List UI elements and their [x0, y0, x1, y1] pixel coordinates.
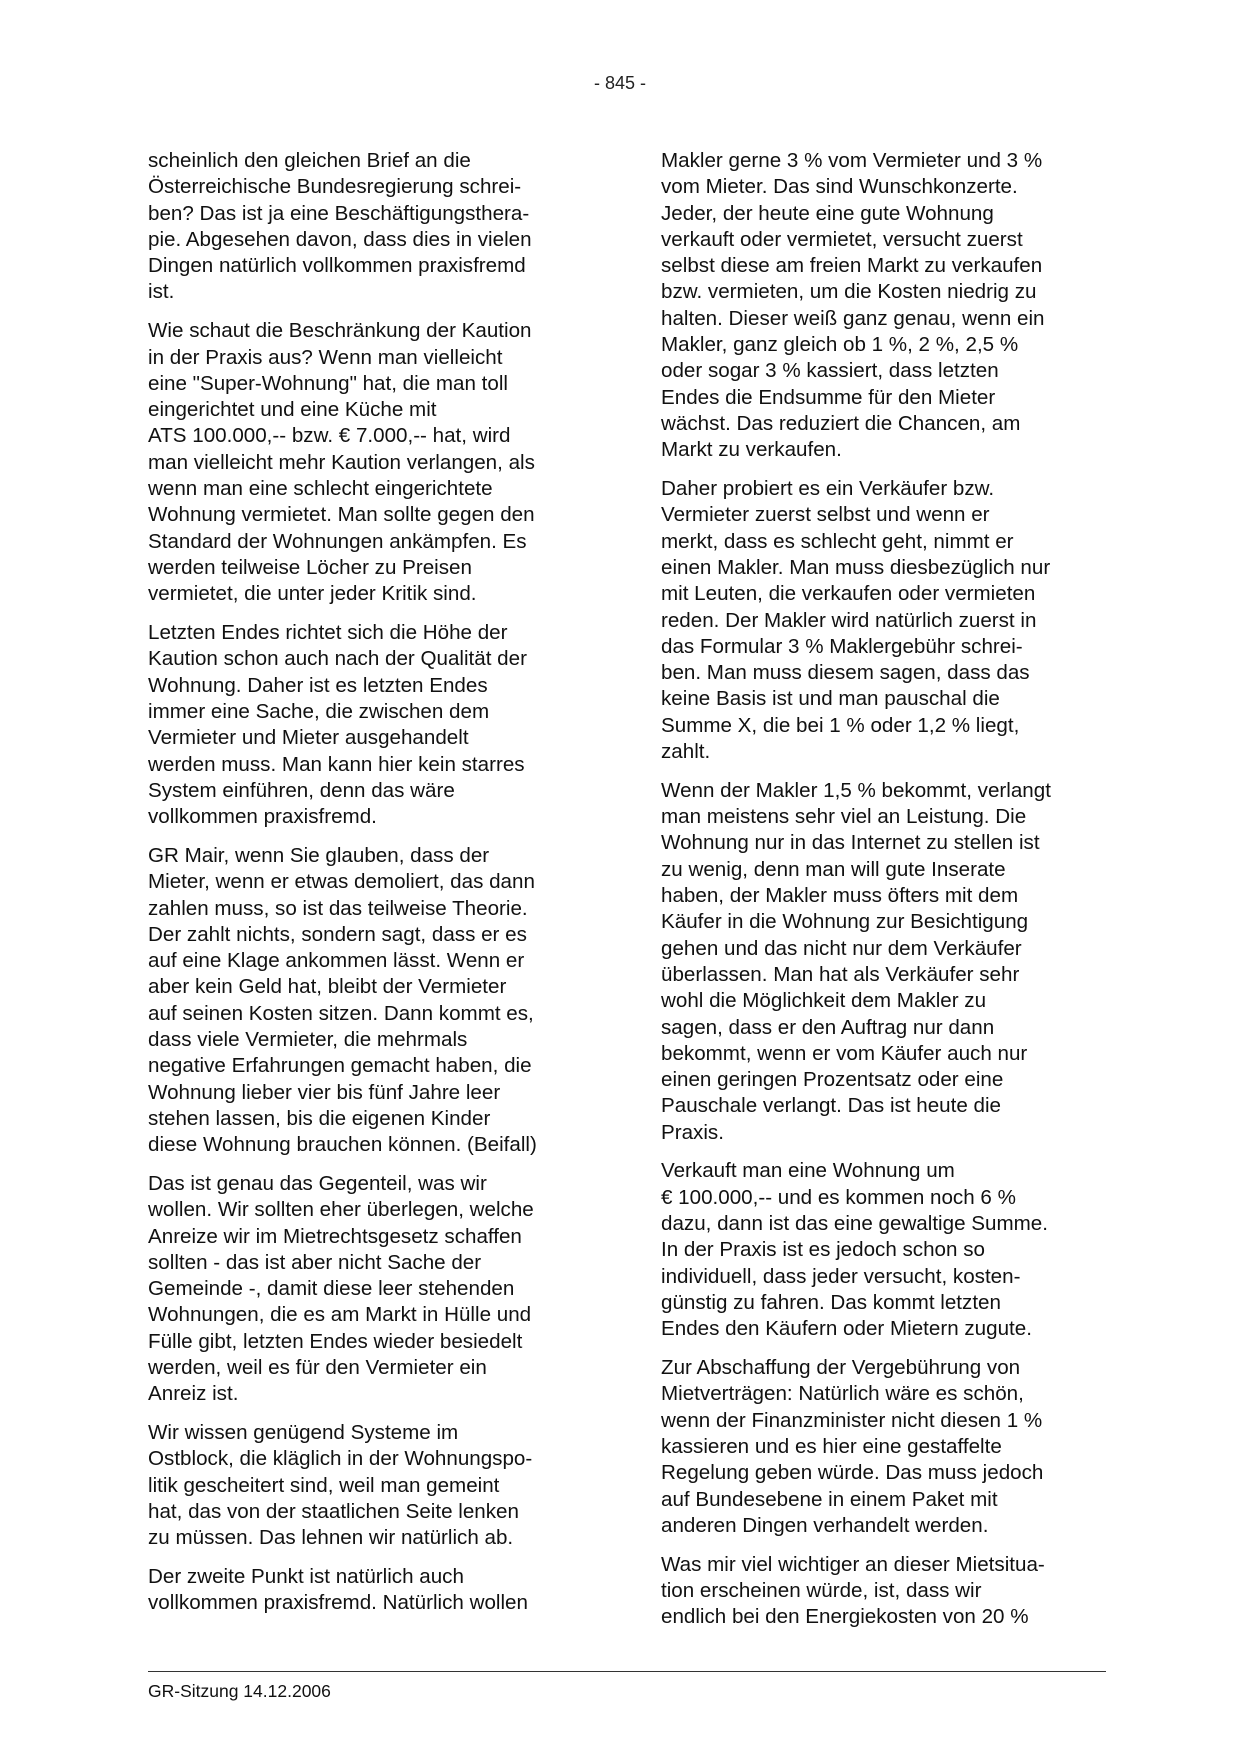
text-line: Pauschale verlangt. Das ist heute die [661, 1094, 1001, 1118]
text-line: eingerichtet und eine Küche mit [148, 398, 437, 422]
text-line: oder sogar 3 % kassiert, dass letzten [661, 359, 999, 383]
footer-divider [148, 1671, 1106, 1672]
text-line: wohl die Möglichkeit dem Makler zu [661, 989, 987, 1013]
text-line: scheinlich den gleichen Brief an die [148, 149, 471, 172]
text-line: € 100.000,-- und es kommen noch 6 % [661, 1185, 1016, 1209]
text-line: werden teilweise Löcher zu Preisen [148, 555, 472, 579]
text-line: tion erscheinen würde, ist, dass wir [661, 1578, 982, 1602]
text-line: zahlen muss, so ist das teilweise Theorie. [148, 896, 528, 920]
paragraph [148, 1171, 588, 1408]
text-line: Endes den Käufern oder Mietern zugute. [661, 1317, 1032, 1341]
text-line: ATS 100.000,-- bzw. € 7.000,-- hat, wird [148, 424, 511, 448]
text-line: Letzten Endes richtet sich die Höhe der [148, 621, 508, 645]
text-line: selbst diese am freien Markt zu verkaufen [661, 254, 1043, 278]
text-line: Wohnung vermietet. Man sollte gegen den [148, 503, 535, 527]
paragraph [661, 1552, 1101, 1631]
text-line: auf eine Klage ankommen lässt. Wenn er [148, 949, 525, 973]
text-line: individuell, dass jeder versucht, kosten- [661, 1264, 1021, 1288]
paragraph [661, 1355, 1101, 1539]
text-line: negative Erfahrungen gemacht haben, die [148, 1054, 532, 1078]
footer-text: GR-Sitzung 14.12.2006 [148, 1681, 331, 1701]
text-line: immer eine Sache, die zwischen dem [148, 699, 490, 723]
text-line: Makler, ganz gleich ob 1 %, 2 %, 2,5 % [661, 333, 1019, 357]
text-line: Wenn der Makler 1,5 % bekommt, verlangt [661, 778, 1051, 802]
text-line: Endes die Endsumme für den Mieter [661, 385, 996, 409]
text-line: Regelung geben würde. Das muss jedoch [661, 1461, 1044, 1485]
text-line: Wohnung lieber vier bis fünf Jahre leer [148, 1080, 501, 1104]
text-line: verkauft oder vermietet, versucht zuerst [661, 227, 1023, 251]
text-line: ben. Man muss diesem sagen, dass das [661, 661, 1030, 685]
text-line: Mieter, wenn er etwas demoliert, das dann [148, 870, 535, 894]
text-line: Fülle gibt, letzten Endes wieder besiedelt [148, 1329, 523, 1353]
text-line: Verkauft man eine Wohnung um [661, 1159, 955, 1183]
left-column [148, 148, 588, 1629]
text-line: Standard der Wohnungen ankämpfen. Es [148, 529, 527, 553]
text-line: merkt, dass es schlecht geht, nimmt er [661, 529, 1014, 553]
text-line: einen Makler. Man muss diesbezüglich nur [661, 555, 1051, 579]
text-line: endlich bei den Energiekosten von 20 % [661, 1605, 1029, 1629]
text-line: hat, das von der staatlichen Seite lenken [148, 1500, 519, 1524]
text-line: vollkommen praxisfremd. Natürlich wollen [148, 1591, 528, 1615]
paragraph [661, 148, 1101, 464]
text-line: diese Wohnung brauchen können. (Beifall) [148, 1133, 537, 1157]
text-line: ist. [148, 280, 175, 304]
paragraph [148, 843, 588, 1159]
text-line: Zur Abschaffung der Vergebührung von [661, 1356, 1021, 1380]
text-line: zahlt. [661, 740, 711, 764]
text-line: dass viele Vermieter, die mehrmals [148, 1028, 468, 1051]
text-line: Daher probiert es ein Verkäufer bzw. [661, 477, 995, 501]
text-line: wenn man eine schlecht eingerichtete [148, 477, 493, 501]
text-line: Der zahlt nichts, sondern sagt, dass er es [148, 922, 527, 946]
text-line: wächst. Das reduziert die Chancen, am [661, 411, 1021, 435]
text-line: Vermieter zuerst selbst und wenn er [661, 503, 990, 527]
text-line: Wie schaut die Beschränkung der Kaution [148, 319, 532, 343]
text-line: in der Praxis aus? Wenn man vielleicht [148, 345, 503, 369]
paragraph [148, 620, 588, 830]
text-line: man meistens sehr viel an Leistung. Die [661, 805, 1027, 829]
text-line: vermietet, die unter jeder Kritik sind. [148, 582, 477, 606]
text-line: Praxis. [661, 1120, 724, 1144]
paragraph [148, 1564, 588, 1617]
text-line: pie. Abgesehen davon, dass dies in vielen [148, 227, 532, 251]
page-number: - 845 - [593, 73, 647, 93]
text-line: halten. Dieser weiß ganz genau, wenn ein [661, 306, 1045, 330]
text-line: auf seinen Kosten sitzen. Dann kommt es, [148, 1001, 534, 1025]
paragraph [661, 778, 1101, 1146]
text-line: litik gescheitert sind, weil man gemeint [148, 1473, 500, 1497]
text-line: werden muss. Man kann hier kein starres [148, 752, 525, 776]
text-line: Mietverträgen: Natürlich wäre es schön, [661, 1382, 1024, 1406]
text-line: kassieren und es hier eine gestaffelte [661, 1434, 1002, 1458]
text-line: Was mir viel wichtiger an dieser Mietsitua- [661, 1552, 1045, 1576]
text-line: Markt zu verkaufen. [661, 438, 842, 462]
text-line: reden. Der Makler wird natürlich zuerst in [661, 608, 1037, 632]
text-line: Dingen natürlich vollkommen praxisfremd [148, 254, 526, 278]
text-line: Der zweite Punkt ist natürlich auch [148, 1565, 464, 1589]
text-line: Jeder, der heute eine gute Wohnung [661, 201, 994, 225]
text-line: anderen Dingen verhandelt werden. [661, 1513, 989, 1537]
text-line: Anreize wir im Mietrechtsgesetz schaffen [148, 1224, 522, 1248]
text-line: sollten - das ist aber nicht Sache der [148, 1250, 482, 1274]
text-line: bekommt, wenn er vom Käufer auch nur [661, 1041, 1028, 1065]
text-line: Gemeinde -, damit diese leer stehenden [148, 1277, 515, 1301]
text-line: günstig zu fahren. Das kommt letzten [661, 1290, 1001, 1314]
text-line: Summe X, die bei 1 % oder 1,2 % liegt, [661, 713, 1020, 737]
text-line: Das ist genau das Gegenteil, was wir [148, 1171, 487, 1195]
text-line: vom Mieter. Das sind Wunschkonzerte. [661, 175, 1018, 199]
text-line: wenn der Finanzminister nicht diesen 1 % [661, 1408, 1043, 1432]
text-line: In der Praxis ist es jedoch schon so [661, 1238, 985, 1262]
text-line: Käufer in die Wohnung zur Besichtigung [661, 910, 1029, 934]
text-line: Wohnung. Daher ist es letzten Endes [148, 673, 488, 697]
text-line: Wohnung nur in das Internet zu stellen ist [661, 831, 1040, 855]
text-line: keine Basis ist und man pauschal die [661, 687, 1000, 711]
paragraph [661, 1158, 1101, 1342]
paragraph [148, 318, 588, 607]
text-line: Vermieter und Mieter ausgehandelt [148, 726, 469, 750]
text-line: Wohnungen, die es am Markt in Hülle und [148, 1303, 532, 1327]
text-line: sagen, dass er den Auftrag nur dann [661, 1015, 995, 1039]
text-line: GR Mair, wenn Sie glauben, dass der [148, 843, 490, 867]
text-line: Wir wissen genügend Systeme im [148, 1421, 459, 1445]
text-line: Anreiz ist. [148, 1382, 239, 1406]
text-line: mit Leuten, die verkaufen oder vermieten [661, 582, 1036, 606]
text-line: System einführen, denn das wäre [148, 778, 455, 802]
text-line: gehen und das nicht nur dem Verkäufer [661, 936, 1022, 960]
text-line: haben, der Makler muss öfters mit dem [661, 884, 1019, 908]
text-line: einen geringen Prozentsatz oder eine [661, 1068, 1004, 1092]
text-line: aber kein Geld hat, bleibt der Vermieter [148, 975, 507, 999]
paragraph [148, 148, 588, 306]
text-line: man vielleicht mehr Kaution verlangen, als [148, 450, 535, 474]
text-line: überlassen. Man hat als Verkäufer sehr [661, 962, 1020, 986]
text-line: auf Bundesebene in einem Paket mit [661, 1487, 998, 1511]
text-line: zu wenig, denn man will gute Inserate [661, 857, 1006, 881]
text-line: ben? Das ist ja eine Beschäftigungsthera- [148, 201, 530, 225]
text-line: vollkommen praxisfremd. [148, 805, 377, 829]
text-line: wollen. Wir sollten eher überlegen, welche [148, 1198, 534, 1222]
text-line: zu müssen. Das lehnen wir natürlich ab. [148, 1526, 514, 1550]
text-line: eine "Super-Wohnung" hat, die man toll [148, 371, 508, 395]
text-line: stehen lassen, bis die eigenen Kinder [148, 1106, 491, 1130]
text-line: das Formular 3 % Maklergebühr schrei- [661, 634, 1023, 658]
text-line: dazu, dann ist das eine gewaltige Summe. [661, 1212, 1048, 1236]
right-column [661, 148, 1101, 1643]
text-line: bzw. vermieten, um die Kosten niedrig zu [661, 280, 1037, 304]
text-line: Kaution schon auch nach der Qualität der [148, 647, 527, 671]
paragraph [661, 476, 1101, 765]
text-line: Ostblock, die kläglich in der Wohnungspo- [148, 1447, 533, 1471]
paragraph [148, 1420, 588, 1551]
text-line: Österreichische Bundesregierung schrei- [148, 175, 522, 199]
text-line: werden, weil es für den Vermieter ein [148, 1356, 487, 1380]
text-line: Makler gerne 3 % vom Vermieter und 3 % [661, 149, 1043, 172]
